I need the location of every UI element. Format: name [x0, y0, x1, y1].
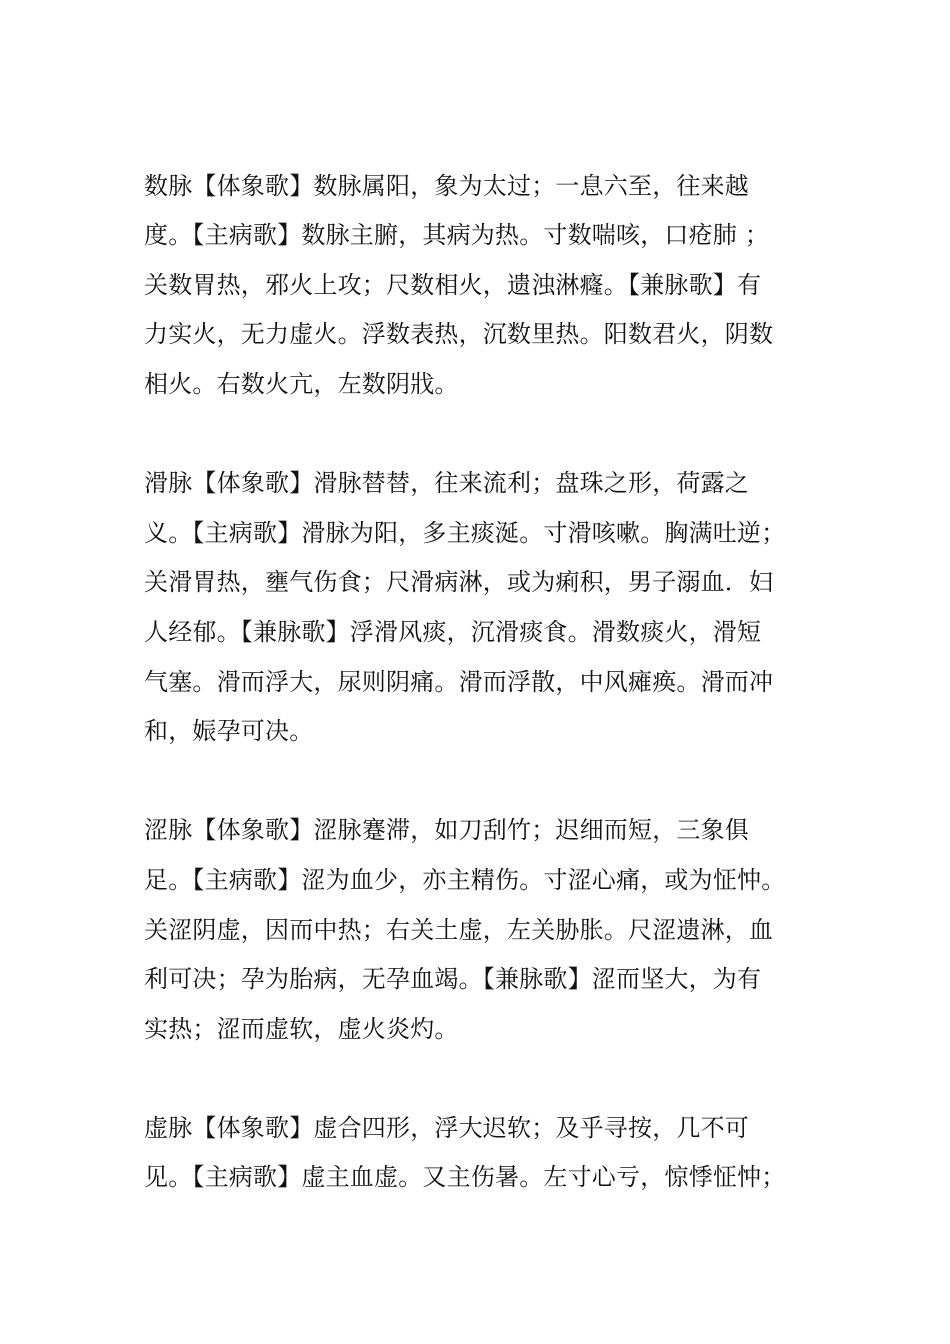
paragraph-marker [144, 1054, 808, 1104]
text-line: 足。【主病歌】涩为血少，亦主精伤。寸涩心痛，或为怔忡。 [144, 865, 786, 894]
text-line: 和，娠孕可决。 [144, 717, 314, 746]
text-line: 数脉【体象歌】数脉属阳，象为太过；一息六至，往来越 [144, 171, 749, 200]
document-page [144, 112, 808, 1203]
paragraph-marker [144, 410, 808, 460]
text-line: 力实火，无力虚火。浮数表热，沉数里热。阳数君火，阴数 [144, 320, 774, 349]
text-line: 关滑胃热，壅气伤食；尺滑病淋，或为痢积，男子溺血．妇 [144, 568, 774, 597]
text-line: 见。【主病歌】虚主血虚。又主伤暑。左寸心亏，惊悸怔忡； [144, 1163, 786, 1192]
paragraph-marker [144, 757, 808, 807]
text-line: 人经郁。【兼脉歌】浮滑风痰，沉滑痰食。滑数痰火，滑短 [144, 617, 762, 646]
text-line: 关数胃热，邪火上攻；尺数相火，遗浊淋癃。【兼脉歌】有 [144, 270, 762, 299]
text-line: 利可决；孕为胎病，无孕血竭。【兼脉歌】涩而坚大，为有 [144, 965, 762, 994]
section-hua-mai [144, 410, 808, 757]
text-line: 滑脉【体象歌】滑脉替替，往来流利；盘珠之形，荷露之 [144, 469, 749, 498]
text-line: 气塞。滑而浮大，尿则阴痛。滑而浮散，中风瘫痪。滑而冲 [144, 667, 774, 696]
text-line: 涩脉【体象歌】涩脉蹇滞，如刀刮竹；迟细而短，三象俱 [144, 816, 749, 845]
text-line: 实热；涩而虚软，虚火炎灼。 [144, 1014, 459, 1043]
text-line: 相火。右数火亢，左数阴戕。 [144, 369, 459, 398]
text-line: 虚脉【体象歌】虚合四形，浮大迟软；及乎寻按，几不可 [144, 1113, 749, 1142]
section-xu-mai [144, 1054, 808, 1203]
text-line: 义。【主病歌】滑脉为阳，多主痰涎。寸滑咳嗽。胸满吐逆； [144, 518, 786, 547]
text-line: 度。【主病歌】数脉主腑，其病为热。寸数喘咳，口疮肺 ； [144, 221, 770, 250]
paragraph-marker [144, 112, 808, 162]
section-shu-mai [144, 112, 808, 410]
section-se-mai [144, 757, 808, 1055]
text-line: 关涩阴虚，因而中热；右关土虚，左关胁胀。尺涩遗淋，血 [144, 915, 774, 944]
